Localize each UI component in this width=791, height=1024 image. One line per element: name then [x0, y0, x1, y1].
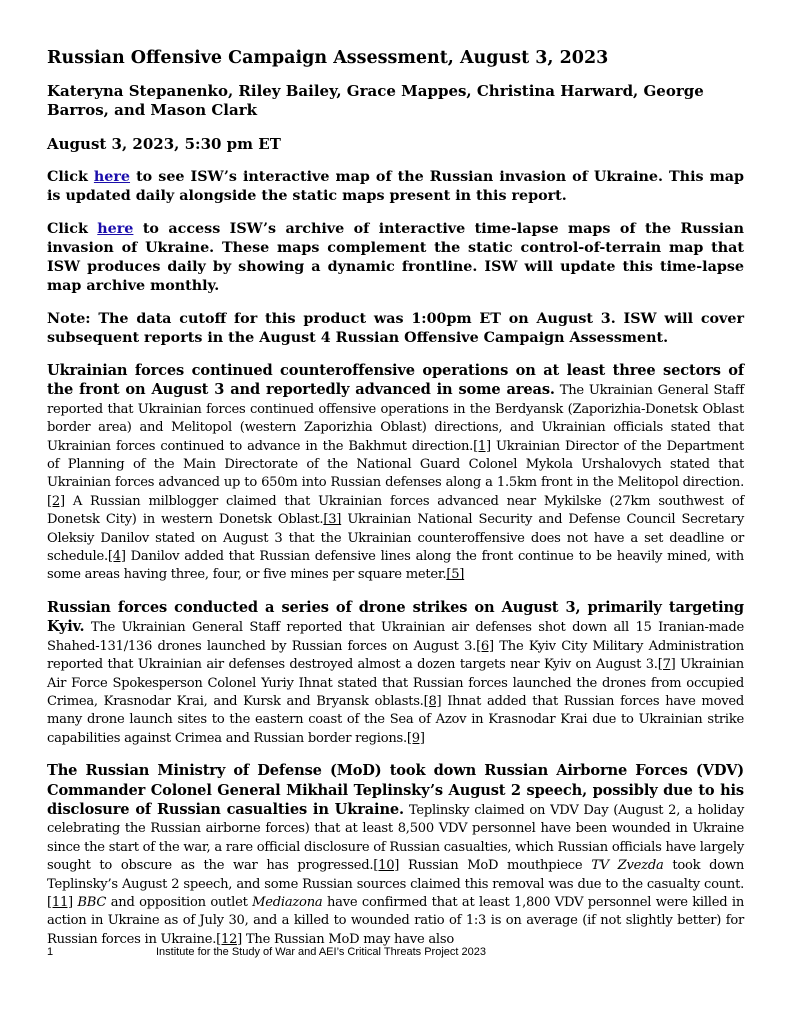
footnote-link-8[interactable]: [8]: [423, 693, 442, 709]
publication-date: August 3, 2023, 5:30 pm ET: [47, 135, 281, 153]
footnote-link-9[interactable]: [9]: [406, 730, 425, 746]
outlet-name: Mediazona: [252, 894, 323, 910]
author-list: Kateryna Stepanenko, Riley Bailey, Grace Mappes, Christina Harward, George Barros, and Mason Clark: [47, 82, 704, 119]
footnote-link-5[interactable]: [5]: [446, 567, 465, 583]
footnote-link-10[interactable]: [10]: [373, 858, 400, 874]
footnote-link-7[interactable]: [7]: [657, 657, 676, 673]
footnote-link-4[interactable]: [4]: [107, 549, 126, 565]
footnote-link-1[interactable]: [1]: [473, 438, 491, 454]
footnote-link-6[interactable]: [6]: [476, 638, 494, 654]
page-number: 1: [47, 946, 54, 958]
paragraph-lead: Ukrainian forces continued counteroffensive operations on at least three sectors of the front on August 3 and reportedly advanced in some areas.: [47, 362, 744, 399]
paragraph-vdv-speech: The Russian Ministry of Defense (MoD) took down Russian Airborne Forces (VDV) Commander Colonel General Mikhail Teplinsky’s August 2 speech, possibly due to his disclosure of Russian casualties in Ukraine. Teplinsky claimed on VDV Day (August 2, a holiday celebrating the Russian airborne forces) that at least 8,500 VDV personnel have been wounded in Ukraine since the start of the war, a rare official disclosure of Russian casualties, which Russian officials have largely sought to obscure as the war has progressed.[10] Russian MoD mouthpiece TV Zvezda took down Teplinsky’s August 2 speech, and some Russian sources claimed this removal was due to the casualty count.[11] BBC and opposition outlet Mediazona have confirmed that at least 1,800 VDV personnel were killed in action in Ukraine as of July 30, and a killed to wounded ratio of 1:3 is on average (if not slightly better) for Russian forces in Ukraine.[12] The Russian MoD may have also: [47, 762, 745, 947]
paragraph-lead: Russian forces conducted a series of drone strikes on August 3, primarily targeting Kyiv.: [47, 598, 744, 636]
outlet-name: BBC: [77, 894, 107, 910]
data-cutoff-note: Note: The data cutoff for this product was 1:00pm ET on August 3. ISW will cover subsequent reports in the August 4 Russian Offensive Campaign Assessment.: [47, 311, 744, 346]
time-lapse-archive-note: Click here to access ISW’s archive of interactive time-lapse maps of the Russian invasion of Ukraine. These maps complement the static control-of-terrain map that ISW produces daily by showing a dynamic frontline. ISW will update this time-lapse map archive monthly.: [47, 221, 744, 294]
paragraph-drone-strikes: Russian forces conducted a series of drone strikes on August 3, primarily targeting Kyiv. The Ukrainian General Staff reported that Ukrainian air defenses shot down all 15 Iranian-made Shahed-131/136 drones launched by Russian forces on August 3.[6] The Kyiv City Military Administration reported that Ukrainian air defenses destroyed almost a dozen targets near Kyiv on August 3.[7] Ukrainian Air Force Spokesperson Colonel Yuriy Ihnat stated that Russian forces launched the drones from occupied Crimea, Krasnodar Krai, and Kursk and Bryansk oblasts.[8] Ihnat added that Russian forces have moved many drone launch sites to the eastern coast of the Sea of Azov in Krasnodar Krai due to Ukrainian strike capabilities against Crimea and Russian border regions.[9]: [47, 598, 744, 746]
interactive-map-note: Click here to see ISW’s interactive map of the Russian invasion of Ukraine. This map is updated daily alongside the static maps present in this report.: [47, 169, 744, 204]
time-lapse-archive-link[interactable]: here: [97, 221, 134, 237]
page-title: Russian Offensive Campaign Assessment, August 3, 2023: [47, 48, 609, 68]
document-body: [47, 46, 744, 949]
paragraph-lead: The Russian Ministry of Defense (MoD) took down Russian Airborne Forces (VDV) Commander Colonel General Mikhail Teplinsky’s August 2 speech, possibly due to his disclosure of Russian casualties in Ukraine.: [47, 762, 744, 818]
footer-organization: Institute for the Study of War and AEI’s Critical Threats Project 2023: [156, 946, 486, 958]
footnote-link-2[interactable]: [2]: [47, 493, 65, 509]
footnote-link-12[interactable]: [12]: [216, 931, 243, 947]
paragraph-counteroffensive: Ukrainian forces continued counteroffensive operations on at least three sectors of the front on August 3 and reportedly advanced in some areas. The Ukrainian General Staff reported that Ukrainian forces continued offensive operations in the Berdyansk (Zaporizhia-Donetsk Oblast border area) and Melitopol (western Zaporizhia Oblast) directions, and Ukrainian officials stated that Ukrainian forces continued to advance in the Bakhmut direction.[1] Ukrainian Director of the Department of Planning of the Main Directorate of the National Guard Colonel Mykola Urshalovych stated that Ukrainian forces advanced up to 650m into Russian defenses along a 1.5km front in the Melitopol direction.[2] A Russian milblogger claimed that Ukrainian forces advanced near Mykilske (27km southwest of Donetsk City) in western Donetsk Oblast.[3] Ukrainian National Security and Defense Council Secretary Oleksiy Danilov stated on August 3 that the Ukrainian counteroffensive does not have a set deadline or schedule.[4] Danilov added that Russian defensive lines along the front continue to be heavily mined, with some areas having three, four, or five mines per square meter.[5]: [47, 362, 744, 583]
outlet-name: TV Zvezda: [591, 858, 664, 874]
footnote-link-11[interactable]: [11]: [47, 894, 73, 910]
interactive-map-link[interactable]: here: [93, 169, 131, 185]
footnote-link-3[interactable]: [3]: [323, 512, 342, 528]
